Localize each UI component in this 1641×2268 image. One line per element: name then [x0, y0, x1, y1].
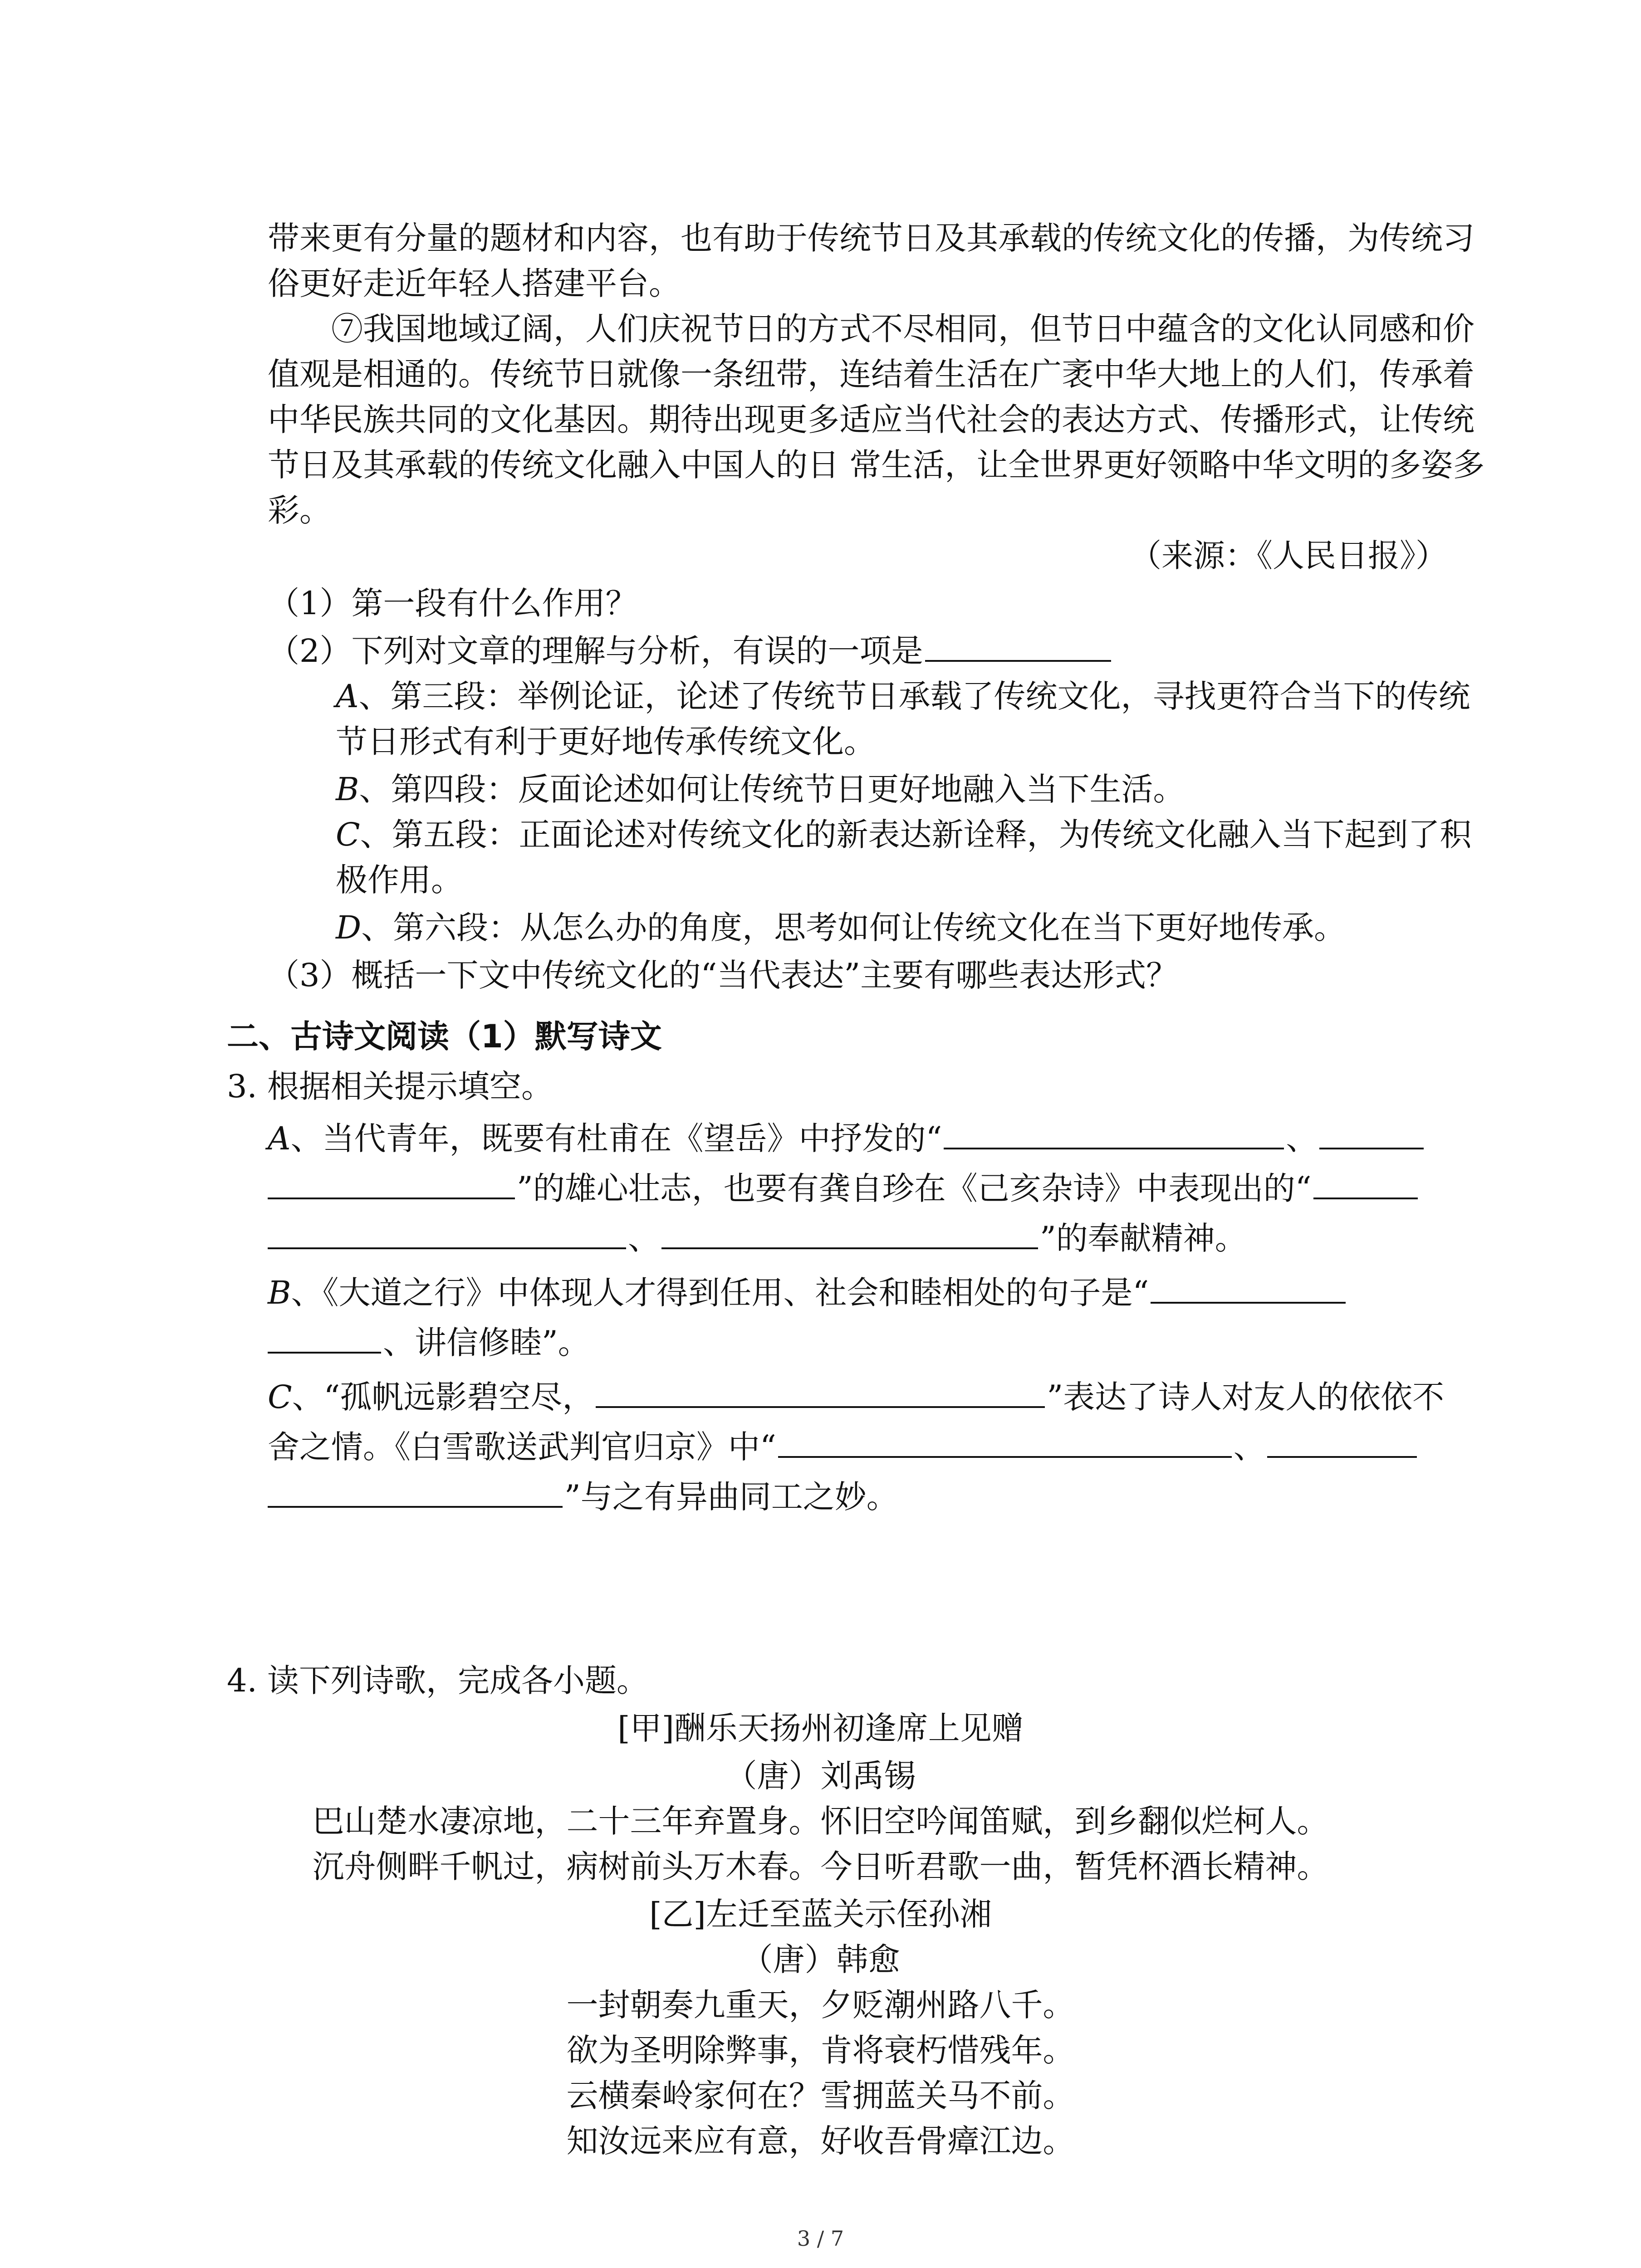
page-number: 3 / 7	[797, 2226, 844, 2251]
passage-line: 中华民族共同的文化基因。期待出现更多适应当代社会的表达方式、传播形式，让传统	[268, 401, 1474, 438]
passage-line: 节日及其承载的传统文化融入中国人的日 常生活，让全世界更好领略中华文明的多姿多	[268, 446, 1485, 484]
answer-blank[interactable]	[596, 1374, 1045, 1408]
poem-author: （唐）刘禹锡	[725, 1757, 916, 1794]
fill-text: ”的奉献精神。	[1040, 1220, 1247, 1257]
q3-a-line3	[268, 1216, 1247, 1261]
answer-blank[interactable]	[268, 1320, 381, 1354]
answer-blank[interactable]	[778, 1424, 1232, 1458]
answer-blank[interactable]	[268, 1166, 515, 1199]
fill-text: 舍之情。《白雪歌送武判官归京》中“	[268, 1428, 776, 1466]
option-text: 、第六段：从怎么办的角度，思考如何让传统文化在当下更好地传承。	[361, 909, 1346, 946]
option-text: 、第五段：正面论述对传统文化的新表达新诠释，为传统文化融入当下起到了积	[360, 816, 1472, 853]
fill-text: 、讲信修睦”。	[383, 1324, 590, 1361]
poem-line: 巴山楚水凄凉地，二十三年弃置身。怀旧空吟闻笛赋，到乡翻似烂柯人。	[312, 1803, 1329, 1840]
q3-b-line2	[268, 1320, 590, 1365]
answer-blank[interactable]	[268, 1216, 626, 1249]
option-c-line1	[336, 812, 1472, 857]
option-text: 、第四段：反面论述如何让传统节日更好地融入当下生活。	[359, 771, 1185, 808]
answer-blank[interactable]	[661, 1216, 1038, 1249]
option-letter: C	[268, 1378, 292, 1416]
poem-title: [乙]左迁至蓝关示侄孙湘	[649, 1896, 992, 1933]
fill-text: ”与之有异曲同工之妙。	[564, 1478, 898, 1515]
q3-a-line1	[268, 1116, 1425, 1161]
fill-text: 、	[1233, 1428, 1265, 1466]
option-d	[336, 905, 1346, 950]
answer-blank[interactable]	[1319, 1116, 1424, 1149]
q3-c-line1	[268, 1374, 1444, 1420]
passage-source: （来源：《人民日报》）	[1130, 537, 1447, 574]
poem-author: （唐）韩愈	[741, 1941, 900, 1978]
answer-blank[interactable]	[1313, 1166, 1418, 1199]
poem-line: 沉舟侧畔千帆过，病树前头万木春。今日听君歌一曲，暂凭杯酒长精神。	[312, 1848, 1329, 1885]
fill-text: 、《大道之行》中体现人才得到任用、社会和睦相处的句子是“	[291, 1274, 1149, 1311]
answer-blank[interactable]	[268, 1474, 563, 1508]
option-text: 、第三段：举例论证，论述了传统节日承载了传统文化，寻找更符合当下的传统	[358, 678, 1470, 715]
fill-text: 、	[628, 1220, 660, 1257]
q2-sub2	[268, 628, 1113, 674]
passage-line: ⑦我国地域辽阔，人们庆祝节日的方式不尽相同，但节日中蕴含的文化认同感和价	[331, 310, 1474, 347]
option-c-line2: 极作用。	[336, 861, 463, 899]
poem-title: [甲]酬乐天扬州初逢席上见赠	[617, 1710, 1024, 1747]
q2-sub3: （3）概括一下文中传统文化的“当代表达”主要有哪些表达形式？	[268, 957, 1178, 994]
option-letter: C	[336, 816, 360, 853]
answer-blank[interactable]	[944, 1116, 1284, 1149]
q2-sub1: （1）第一段有什么作用？	[268, 585, 637, 622]
option-letter: B	[268, 1274, 291, 1311]
answer-blank[interactable]	[925, 628, 1111, 662]
answer-blank[interactable]	[1267, 1424, 1417, 1458]
poem-line: 知汝远来应有意，好收吾骨瘴江边。	[566, 2122, 1075, 2160]
passage-line: 彩。	[268, 492, 331, 529]
passage-line: 俗更好走近年轻人搭建平台。	[268, 265, 681, 302]
passage-line: 值观是相通的。传统节日就像一条纽带，连结着生活在广袤中华大地上的人们，传承着	[268, 356, 1474, 393]
passage-line: 带来更有分量的题材和内容，也有助于传统节日及其承载的传统文化的传播，为传统习	[268, 220, 1474, 257]
fill-text: ”表达了诗人对友人的依依不	[1047, 1378, 1445, 1416]
q4-title: 4. 读下列诗歌，完成各小题。	[227, 1662, 649, 1699]
poem-line: 一封朝奏九重天，夕贬潮州路八千。	[566, 1986, 1075, 2024]
q3-c-line2	[268, 1424, 1419, 1470]
fill-text: 、“孤帆远影碧空尽，	[292, 1378, 594, 1416]
option-letter: B	[336, 771, 359, 808]
fill-text: 、	[1286, 1120, 1318, 1157]
q3-b-line1	[268, 1270, 1347, 1315]
fill-text: ”的雄心壮志，也要有龚自珍在《己亥杂诗》中表现出的“	[517, 1170, 1312, 1207]
option-a-line2: 节日形式有利于更好地传承传统文化。	[336, 723, 876, 760]
q2-sub2-text: （2）下列对文章的理解与分析，有误的一项是	[268, 632, 923, 670]
q3-title: 3. 根据相关提示填空。	[227, 1068, 554, 1105]
poem-line: 云横秦岭家何在？雪拥蓝关马不前。	[566, 2077, 1075, 2114]
q3-a-line2	[268, 1166, 1420, 1211]
q3-c-line3	[268, 1474, 898, 1520]
option-letter: D	[336, 909, 362, 946]
answer-blank[interactable]	[1151, 1270, 1346, 1304]
option-b	[336, 767, 1185, 812]
fill-text: 、当代青年，既要有杜甫在《望岳》中抒发的“	[290, 1120, 942, 1157]
section-heading: 二、古诗文阅读（1）默写诗文	[227, 1018, 662, 1055]
option-letter: A	[268, 1120, 291, 1157]
poem-line: 欲为圣明除弊事，肯将衰朽惜残年。	[566, 2032, 1075, 2069]
option-a-line1	[336, 674, 1470, 719]
option-letter: A	[336, 678, 359, 715]
